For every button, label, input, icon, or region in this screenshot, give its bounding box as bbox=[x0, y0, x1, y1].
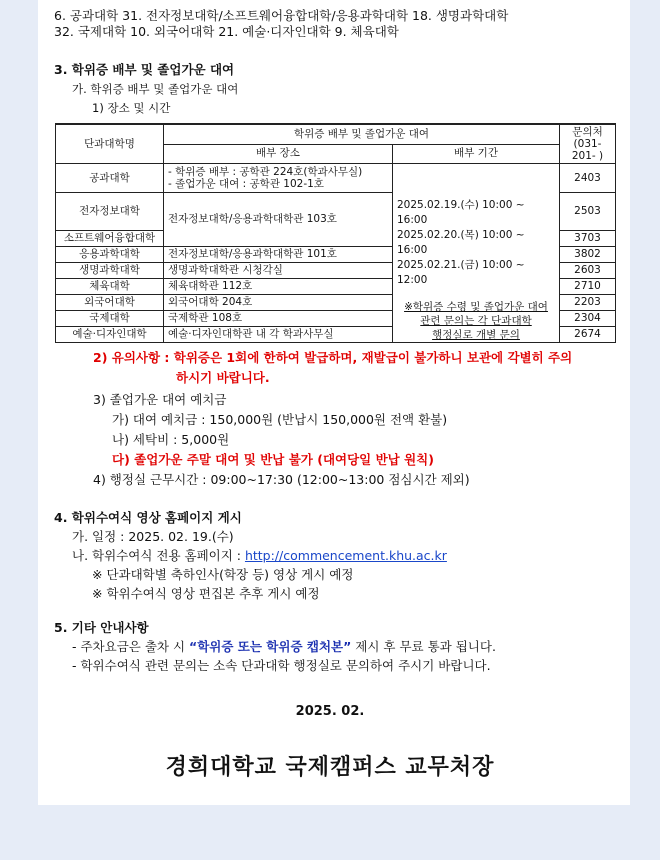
table-row-college: 전자정보대학 bbox=[56, 193, 164, 231]
section-3-title: 3. 학위증 배부 및 졸업가운 대여 bbox=[54, 62, 235, 77]
distribution-period-cell bbox=[393, 164, 560, 343]
section-5-title: 5. 기타 안내사항 bbox=[54, 620, 149, 635]
header-period: 배부 기간 bbox=[393, 144, 560, 163]
table-row-contact: 3703 bbox=[560, 231, 616, 247]
table-row-college: 예술·디자인대학 bbox=[56, 327, 164, 343]
parking-text-post: 제시 후 무료 통과 됩니다. bbox=[351, 639, 496, 654]
distribution-table bbox=[55, 123, 616, 343]
table-row-college: 응용과학대학 bbox=[56, 247, 164, 263]
table-row-contact: 2304 bbox=[560, 311, 616, 327]
deposit-title: 3) 졸업가운 대여 예치금 bbox=[93, 392, 227, 407]
header-college: 단과대학명 bbox=[56, 124, 164, 164]
document-date: 2025. 02. bbox=[295, 704, 365, 719]
table-row-contact: 2403 bbox=[560, 164, 616, 193]
table-row-place: 생명과학대학관 시청각실 bbox=[164, 263, 393, 279]
video-note-1: ※ 단과대학별 축하인사(학장 등) 영상 게시 예정 bbox=[92, 567, 354, 582]
section-3-sub-a1: 1) 장소 및 시간 bbox=[92, 101, 171, 115]
period-line: 2025.02.21.(금) 10:00 ~ 12:00 bbox=[397, 259, 525, 286]
table-row-college: 체육대학 bbox=[56, 279, 164, 295]
table-row-place: 체육대학관 112호 bbox=[164, 279, 393, 295]
table-row-college: 외국어대학 bbox=[56, 295, 164, 311]
table-row-college: 소프트웨어융합대학 bbox=[56, 231, 164, 247]
table-row-college: 국제대학 bbox=[56, 311, 164, 327]
table-row-college: 공과대학 bbox=[56, 164, 164, 193]
issuer-signature: 경희대학교 국제캠퍼스 교무처장 bbox=[165, 755, 495, 780]
parking-text-pre: - 주차요금은 출차 시 bbox=[72, 639, 190, 654]
period-line: 2025.02.19.(수) 10:00 ~ 16:00 bbox=[397, 199, 525, 226]
header-place: 배부 장소 bbox=[164, 144, 393, 163]
table-row-contact: 2603 bbox=[560, 263, 616, 279]
section-4-title: 4. 학위수여식 영상 홈페이지 게시 bbox=[54, 510, 242, 525]
inquiry-info: - 학위수여식 관련 문의는 소속 단과대학 행정실로 문의하여 주시기 바랍니다. bbox=[72, 658, 491, 673]
ceremony-video-schedule: 가. 일정 : 2025. 02. 19.(수) bbox=[72, 529, 234, 544]
table-row-contact: 3802 bbox=[560, 247, 616, 263]
section-3-sub-a: 가. 학위증 배부 및 졸업가운 대여 bbox=[72, 82, 239, 96]
table-row-place: 전자정보대학/응용과학대학관 101호 bbox=[164, 247, 393, 263]
video-note-2: ※ 학위수여식 영상 편집본 추후 게시 예정 bbox=[92, 586, 320, 601]
table-row-college: 생명과학대학 bbox=[56, 263, 164, 279]
notice-warning-line-2: 하시기 바랍니다. bbox=[176, 370, 270, 385]
laundry-fee: 나) 세탁비 : 5,000원 bbox=[112, 432, 230, 447]
table-row-place: 전자정보대학/응용과학대학관 103호 bbox=[164, 193, 393, 247]
table-row-contact: 2674 bbox=[560, 327, 616, 343]
colleges-count-line-2: 32. 국제대학 10. 외국어대학 21. 예술·디자인대학 9. 체육대학 bbox=[54, 24, 399, 39]
commencement-homepage-link[interactable]: http://commencement.khu.ac.kr bbox=[244, 548, 447, 563]
office-hours: 4) 행정실 근무시간 : 09:00~17:30 (12:00~13:00 점심시간 제외) bbox=[93, 472, 470, 487]
parking-highlight: “학위증 또는 학위증 캡처본” bbox=[189, 639, 352, 654]
table-row-contact: 2203 bbox=[560, 295, 616, 311]
homepage-label: 나. 학위수여식 전용 홈페이지 : bbox=[72, 548, 245, 563]
colleges-count-line-1: 6. 공과대학 31. 전자정보대학/소프트웨어융합대학/응용과학대학 18. 생명과학대학 bbox=[54, 8, 509, 23]
table-row-place: 국제학관 108호 bbox=[164, 311, 393, 327]
deposit-amount: 가) 대여 예치금 : 150,000원 (반납시 150,000원 전액 환불) bbox=[112, 412, 448, 427]
table-row-place: 외국어대학 204호 bbox=[164, 295, 393, 311]
header-contact: 문의처 (031- 201- ) bbox=[560, 124, 616, 164]
weekend-rental-warning: 다) 졸업가운 주말 대여 및 반납 불가 (대여당일 반납 원칙) bbox=[112, 452, 434, 467]
table-row-contact: 2503 bbox=[560, 193, 616, 231]
period-note: ※학위증 수령 및 졸업가운 대여 관련 문의는 각 단과대학 행정실로 개별 문의 bbox=[404, 301, 548, 341]
header-main: 학위증 배부 및 졸업가운 대여 bbox=[164, 124, 560, 144]
parking-info bbox=[72, 639, 496, 655]
period-line: 2025.02.20.(목) 10:00 ~ 16:00 bbox=[397, 229, 525, 256]
table-row-place: 예술·디자인대학관 내 각 학과사무실 bbox=[164, 327, 393, 343]
table-row-contact: 2710 bbox=[560, 279, 616, 295]
notice-warning-line-1: 2) 유의사항 : 학위증은 1회에 한하여 발급하며, 재발급이 불가하니 보관에 각별히 주의 bbox=[93, 350, 573, 365]
table-row-place: - 학위증 배부 : 공학관 224호(학과사무실) - 졸업가운 대여 : 공학관 102-1호 bbox=[164, 164, 393, 193]
ceremony-homepage-line bbox=[72, 548, 447, 564]
